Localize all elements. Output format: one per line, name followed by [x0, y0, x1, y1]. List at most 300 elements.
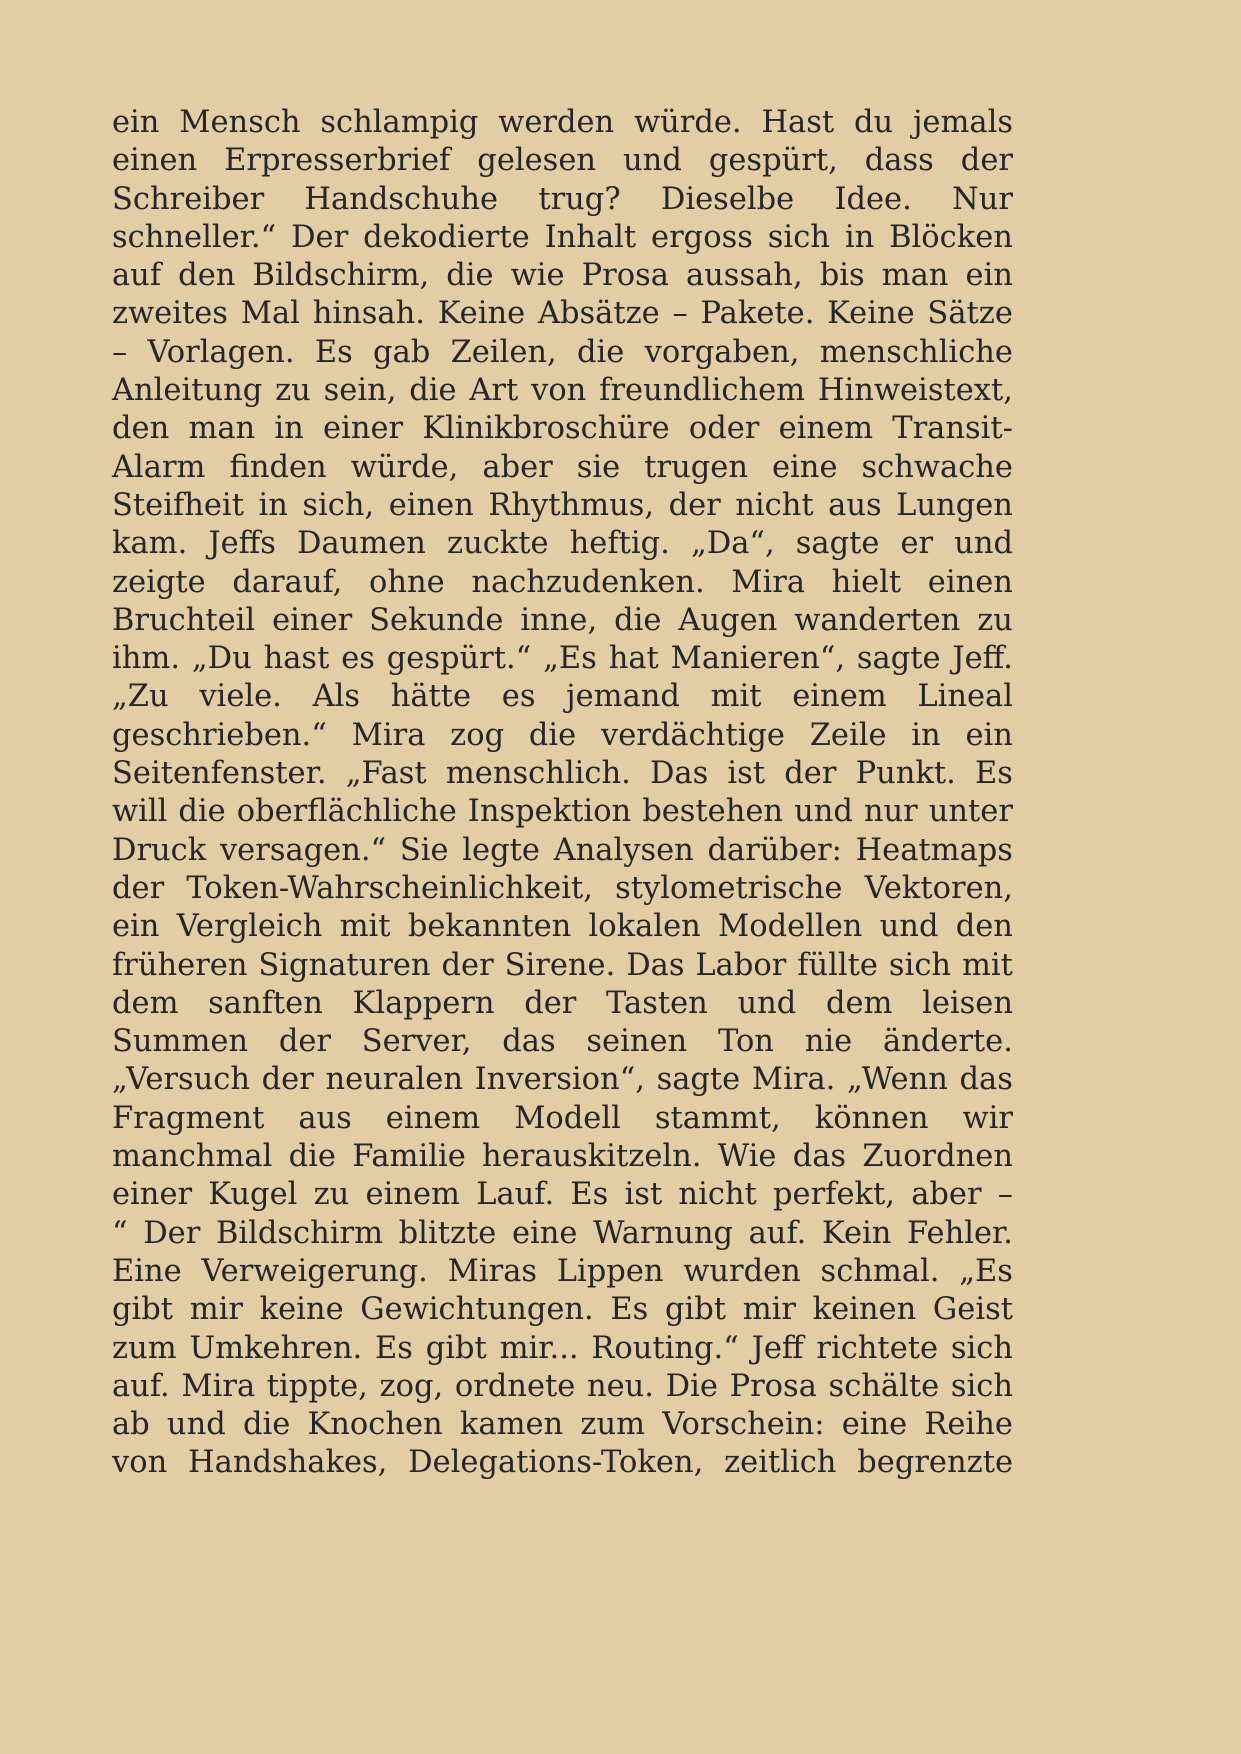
- body-line: [112, 1330, 1013, 1368]
- body-word: Jeff: [751, 1330, 804, 1366]
- body-word: Modell: [514, 1100, 621, 1136]
- body-word: einen: [112, 143, 198, 179]
- body-word: nicht: [678, 1177, 757, 1213]
- body-word: perfekt,: [773, 1177, 895, 1213]
- body-word: würde,: [350, 449, 459, 485]
- body-word: sich: [950, 1330, 1013, 1366]
- body-word: dekodierte: [363, 219, 530, 255]
- body-word: den: [955, 909, 1013, 945]
- body-word: leisen: [922, 985, 1013, 1021]
- body-word: wanderten: [794, 602, 961, 638]
- body-word: können: [814, 1100, 929, 1136]
- body-line: [112, 295, 1013, 333]
- body-line: [112, 487, 1013, 525]
- body-word: die: [288, 1139, 336, 1175]
- body-word: Erpresserbrief: [224, 143, 451, 179]
- body-line: [112, 755, 1013, 793]
- body-word: Klappern: [352, 985, 495, 1021]
- body-word: ordnete: [454, 1368, 576, 1404]
- body-word: „Fast: [345, 756, 427, 792]
- body-word: Tasten: [606, 985, 708, 1021]
- body-word: „Wenn: [846, 1062, 948, 1098]
- body-line: [112, 1215, 1013, 1253]
- body-word: den: [178, 258, 236, 294]
- body-word: geschrieben.“: [112, 717, 327, 753]
- body-word: heftig.: [569, 526, 670, 562]
- body-line: [112, 372, 1013, 410]
- body-line: [112, 257, 1013, 295]
- body-word: Anleitung: [112, 373, 263, 409]
- body-word: Rhythmus,: [488, 487, 655, 523]
- body-word: zu: [313, 1177, 350, 1213]
- body-word: darauf,: [232, 564, 343, 600]
- body-line: [112, 181, 1013, 219]
- body-word: ist: [624, 1177, 663, 1213]
- body-word: Zeile: [809, 717, 887, 753]
- body-word: einem: [778, 411, 874, 447]
- body-word: würde.: [634, 105, 742, 140]
- body-line: [112, 1406, 1013, 1444]
- body-word: Art: [469, 373, 519, 409]
- body-word: richtete: [816, 1330, 939, 1366]
- body-line: [112, 410, 1013, 448]
- body-word: Das: [626, 947, 685, 983]
- body-word: das: [502, 1024, 556, 1060]
- body-word: stylometrische: [615, 870, 843, 906]
- body-word: es: [501, 679, 536, 715]
- body-word: „Versuch: [112, 1062, 251, 1098]
- body-word: Vorschein:: [662, 1407, 825, 1443]
- body-word: Pakete.: [700, 296, 815, 332]
- body-word: die: [576, 334, 625, 370]
- body-word: Augen: [678, 602, 778, 638]
- body-word: Lungen: [896, 487, 1013, 523]
- body-line: [112, 1100, 1013, 1138]
- body-word: auf.: [112, 1368, 170, 1404]
- body-word: eine: [841, 1407, 908, 1443]
- body-word: Kugel: [208, 1177, 298, 1213]
- body-word: Hast: [761, 105, 835, 140]
- body-word: aus: [828, 487, 882, 523]
- body-word: Summen: [112, 1024, 249, 1060]
- body-word: Handshakes,: [188, 1445, 388, 1481]
- body-word: hätte: [390, 679, 472, 715]
- body-word: schälte: [828, 1368, 940, 1404]
- body-word: keinen: [812, 1292, 917, 1328]
- body-line: [112, 1368, 1013, 1406]
- body-word: Bruchteil: [112, 602, 256, 638]
- body-word: mit: [339, 909, 391, 945]
- body-word: neu.: [586, 1368, 654, 1404]
- body-word: Seitenfenster.: [112, 756, 327, 792]
- body-word: menschlich.: [445, 756, 631, 792]
- body-word: Mira: [731, 564, 806, 600]
- body-word: zuckte: [447, 526, 549, 562]
- body-word: Der: [143, 1215, 201, 1251]
- body-word: mit: [710, 679, 762, 715]
- body-line: [112, 219, 1013, 257]
- body-word: gibt: [425, 1330, 487, 1366]
- body-word: Inspektion: [467, 794, 632, 830]
- body-word: Idee.: [834, 181, 912, 217]
- body-word: schlampig: [320, 105, 479, 140]
- body-word: “: [112, 1215, 128, 1251]
- body-line: [112, 832, 1013, 870]
- body-word: Vergleich: [176, 909, 323, 945]
- body-word: Wie: [717, 1139, 777, 1175]
- body-word: Miras: [447, 1253, 538, 1289]
- body-word: in: [274, 411, 304, 447]
- body-word: neuralen: [325, 1062, 464, 1098]
- body-word: und: [954, 526, 1013, 562]
- body-word: ein: [965, 717, 1013, 753]
- body-line: [112, 1023, 1013, 1061]
- body-word: Mal: [240, 296, 300, 332]
- body-word: Der: [291, 219, 349, 255]
- body-word: füllte: [797, 947, 878, 983]
- body-word: jemals: [912, 105, 1013, 140]
- body-word: kamen: [459, 1407, 564, 1443]
- body-word: Prosa: [729, 1368, 817, 1404]
- body-word: man: [188, 411, 256, 447]
- body-line: [112, 985, 1013, 1023]
- body-word: Sie: [399, 832, 449, 868]
- body-word: eine: [772, 449, 838, 485]
- body-word: Eine: [112, 1253, 182, 1289]
- body-word: Dieselbe: [660, 181, 795, 217]
- body-word: trug?: [538, 181, 621, 217]
- body-word: wie: [510, 258, 565, 294]
- body-word: es: [341, 641, 375, 677]
- body-word: die: [528, 717, 577, 753]
- body-word: sich,: [302, 487, 375, 523]
- body-word: die: [178, 794, 226, 830]
- body-word: menschliche: [819, 334, 1013, 370]
- body-word: aber: [911, 1177, 982, 1213]
- body-word: mir: [189, 1292, 243, 1328]
- body-word: dem: [112, 985, 179, 1021]
- body-word: Familie: [352, 1139, 466, 1175]
- body-word: unter: [928, 794, 1013, 830]
- body-line: [112, 947, 1013, 985]
- body-word: Fragment: [112, 1100, 265, 1136]
- body-word: begrenzte: [857, 1445, 1013, 1481]
- body-word: finden: [229, 449, 327, 485]
- body-word: Zuordnen: [862, 1139, 1013, 1175]
- body-word: Heatmaps: [855, 832, 1013, 868]
- body-word: der: [261, 1062, 314, 1098]
- body-word: Bildschirm: [215, 1215, 384, 1251]
- body-word: Es: [975, 756, 1013, 792]
- body-line: [112, 564, 1013, 602]
- body-word: ab: [112, 1407, 150, 1443]
- body-word: Schreiber: [112, 181, 265, 217]
- body-word: viele.: [199, 679, 282, 715]
- body-line: [112, 1138, 1013, 1176]
- body-word: der: [668, 487, 721, 523]
- body-word: Server,: [361, 1024, 472, 1060]
- body-word: zeigte: [112, 564, 206, 600]
- body-line: [112, 602, 1013, 640]
- body-word: Handschuhe: [304, 181, 499, 217]
- body-word: gelesen: [477, 143, 597, 179]
- body-word: Bildschirm,: [252, 258, 430, 294]
- body-word: will: [112, 794, 168, 830]
- body-word: dass: [864, 143, 934, 179]
- body-word: tippte,: [266, 1368, 368, 1404]
- body-text-column: [112, 104, 1013, 1483]
- body-word: Mensch: [179, 105, 301, 140]
- body-word: ein: [112, 909, 160, 945]
- body-word: gespürt,: [708, 143, 838, 179]
- body-word: lokalen: [588, 909, 701, 945]
- body-word: er: [900, 526, 934, 562]
- body-word: freundlichem: [599, 373, 806, 409]
- body-word: Punkt.: [855, 756, 956, 792]
- body-word: Token-Wahrscheinlichkeit,: [186, 870, 593, 906]
- body-word: Kein: [821, 1215, 892, 1251]
- body-word: –: [997, 1177, 1013, 1213]
- body-word: Hinweistext,: [817, 373, 1013, 409]
- body-word: dem: [825, 985, 893, 1021]
- body-word: werden: [498, 105, 615, 140]
- body-word: manchmal: [112, 1139, 273, 1175]
- body-word: Die: [665, 1368, 718, 1404]
- body-word: Analysen: [553, 832, 694, 868]
- body-word: von: [112, 1445, 168, 1481]
- body-word: zum: [580, 1407, 646, 1443]
- body-line: [112, 793, 1013, 831]
- body-word: Mira: [181, 1368, 256, 1404]
- body-word: Keine: [827, 296, 915, 332]
- body-word: Lippen: [556, 1253, 664, 1289]
- body-word: aber: [482, 449, 553, 485]
- body-word: sein,: [323, 373, 397, 409]
- body-line: [112, 1444, 1013, 1482]
- body-word: sich: [767, 219, 830, 255]
- body-word: du: [853, 105, 894, 140]
- body-word: wurden: [683, 1253, 801, 1289]
- body-word: gespürt.“: [386, 641, 532, 677]
- body-word: Sekunde: [369, 602, 504, 638]
- body-word: Es: [610, 1292, 649, 1328]
- body-word: zu: [977, 602, 1013, 638]
- body-word: jemand: [566, 679, 680, 715]
- body-word: gibt: [664, 1292, 727, 1328]
- body-word: man: [881, 258, 949, 294]
- body-word: sie: [576, 449, 621, 485]
- body-word: Zeilen,: [450, 334, 557, 370]
- body-word: früheren: [112, 947, 248, 983]
- body-word: Es: [375, 1330, 413, 1366]
- body-word: versagen.“: [219, 832, 387, 868]
- body-word: nachzudenken.: [471, 564, 705, 600]
- body-word: Sätze: [927, 296, 1013, 332]
- body-word: und: [737, 985, 797, 1021]
- body-word: der: [784, 756, 837, 792]
- body-line: [112, 1291, 1013, 1329]
- body-line: [112, 1253, 1013, 1291]
- body-word: Es: [314, 334, 353, 370]
- body-word: Signaturen: [258, 947, 431, 983]
- body-word: gab: [373, 334, 431, 370]
- body-word: Geist: [932, 1292, 1013, 1328]
- body-word: Nur: [952, 181, 1013, 217]
- body-word: Ton: [717, 1024, 774, 1060]
- body-word: legte: [462, 832, 540, 868]
- body-word: Routing.“: [591, 1330, 739, 1366]
- body-word: ergoss: [651, 219, 753, 255]
- body-line: [112, 640, 1013, 678]
- body-word: blitzte: [398, 1215, 497, 1251]
- body-word: einen: [388, 487, 474, 523]
- body-word: einem: [385, 1100, 481, 1136]
- body-word: Reihe: [924, 1407, 1013, 1443]
- body-word: keine: [259, 1292, 344, 1328]
- body-word: Vorlagen.: [147, 334, 295, 370]
- body-line: [112, 908, 1013, 946]
- body-word: der: [112, 870, 165, 906]
- body-word: Lauf.: [476, 1177, 555, 1213]
- body-word: Blöcken: [889, 219, 1013, 255]
- body-word: mir...: [499, 1330, 579, 1366]
- body-word: einer: [272, 602, 353, 638]
- body-word: der: [960, 143, 1013, 179]
- body-word: auf: [112, 258, 162, 294]
- body-line: [112, 104, 1013, 142]
- body-word: Alarm: [112, 449, 206, 485]
- body-word: hinsah.: [312, 296, 425, 332]
- body-word: sich: [950, 1368, 1013, 1404]
- body-word: der: [278, 1024, 331, 1060]
- body-word: Umkehren.: [189, 1330, 363, 1366]
- body-word: aus: [298, 1100, 352, 1136]
- body-word: zeitlich: [724, 1445, 837, 1481]
- body-word: Sirene.: [504, 947, 616, 983]
- body-word: ohne: [368, 564, 445, 600]
- body-word: „Zu: [112, 679, 169, 715]
- body-word: der: [524, 985, 577, 1021]
- body-word: einem: [792, 679, 887, 715]
- body-word: Steifheit: [112, 487, 244, 523]
- body-word: Es: [570, 1177, 609, 1213]
- body-line: [112, 525, 1013, 563]
- body-word: Manieren“,: [670, 641, 846, 677]
- body-word: kam.: [112, 526, 188, 562]
- body-word: hielt: [831, 564, 902, 600]
- body-word: „Es: [543, 641, 597, 677]
- body-word: änderte.: [882, 1024, 1013, 1060]
- body-word: schneller.“: [112, 219, 277, 255]
- body-word: und: [623, 143, 682, 179]
- body-word: Daumen: [297, 526, 426, 562]
- body-word: die: [409, 373, 457, 409]
- body-word: nur: [863, 794, 918, 830]
- body-word: Mira.: [751, 1062, 836, 1098]
- body-word: zu: [275, 373, 311, 409]
- body-word: Lineal: [917, 679, 1013, 715]
- body-line: [112, 1061, 1013, 1099]
- body-word: seinen: [586, 1024, 688, 1060]
- body-word: bekannten: [407, 909, 572, 945]
- body-word: nie: [804, 1024, 853, 1060]
- body-word: bestehen: [642, 794, 784, 830]
- body-word: schwache: [861, 449, 1013, 485]
- body-word: oberflächliche: [236, 794, 457, 830]
- body-line: [112, 1176, 1013, 1214]
- body-word: Keine: [437, 296, 526, 332]
- body-word: das: [792, 1139, 847, 1175]
- body-line: [112, 449, 1013, 487]
- body-word: einen: [927, 564, 1013, 600]
- body-word: Absätze: [537, 296, 660, 332]
- body-word: hat: [608, 641, 659, 677]
- body-word: zweites: [112, 296, 228, 332]
- body-word: Prosa: [581, 258, 669, 294]
- body-word: sagte: [656, 1062, 741, 1098]
- body-word: Inversion“,: [474, 1062, 645, 1098]
- body-word: mit: [961, 947, 1013, 983]
- body-word: Klinikbroschüre: [422, 411, 670, 447]
- body-word: wir: [962, 1100, 1013, 1136]
- body-word: die: [446, 258, 494, 294]
- body-line: [112, 142, 1013, 180]
- body-word: Modellen: [718, 909, 863, 945]
- body-word: von: [531, 373, 587, 409]
- body-word: Das: [649, 756, 709, 792]
- body-word: das: [959, 1062, 1013, 1098]
- body-word: einer: [112, 1177, 193, 1213]
- body-word: in: [844, 219, 875, 255]
- body-word: einer: [323, 411, 404, 447]
- body-word: ihm.: [112, 641, 181, 677]
- body-line: [112, 717, 1013, 755]
- body-word: Als: [312, 679, 360, 715]
- body-word: Warnung: [593, 1215, 733, 1251]
- body-word: Inhalt: [544, 219, 637, 255]
- body-word: die: [614, 602, 662, 638]
- body-word: zog: [450, 717, 505, 753]
- body-word: oder: [688, 411, 760, 447]
- body-word: schmal.: [820, 1253, 940, 1289]
- body-word: verdächtige: [601, 717, 785, 753]
- body-word: und: [879, 909, 939, 945]
- body-word: „Da“,: [690, 526, 775, 562]
- body-word: Druck: [112, 832, 207, 868]
- body-word: –: [112, 334, 128, 370]
- body-word: einem: [365, 1177, 460, 1213]
- body-word: den: [112, 411, 170, 447]
- body-word: „Du: [191, 641, 252, 677]
- body-word: –: [672, 296, 688, 332]
- body-word: Fehler.: [907, 1215, 1013, 1251]
- body-word: aussah,: [685, 258, 803, 294]
- body-word: Jeff.: [952, 641, 1013, 677]
- body-word: die: [242, 1407, 291, 1443]
- body-word: bis: [819, 258, 865, 294]
- body-word: Vektoren,: [864, 870, 1013, 906]
- body-line: [112, 334, 1013, 372]
- body-word: Verweigerung.: [201, 1253, 428, 1289]
- body-word: mir: [742, 1292, 796, 1328]
- body-word: Mira: [351, 717, 426, 753]
- body-word: ist: [727, 756, 766, 792]
- body-word: der: [441, 947, 494, 983]
- body-word: in: [258, 487, 288, 523]
- body-word: Jeffs: [208, 526, 276, 562]
- body-word: trugen: [644, 449, 748, 485]
- body-word: zog,: [379, 1368, 444, 1404]
